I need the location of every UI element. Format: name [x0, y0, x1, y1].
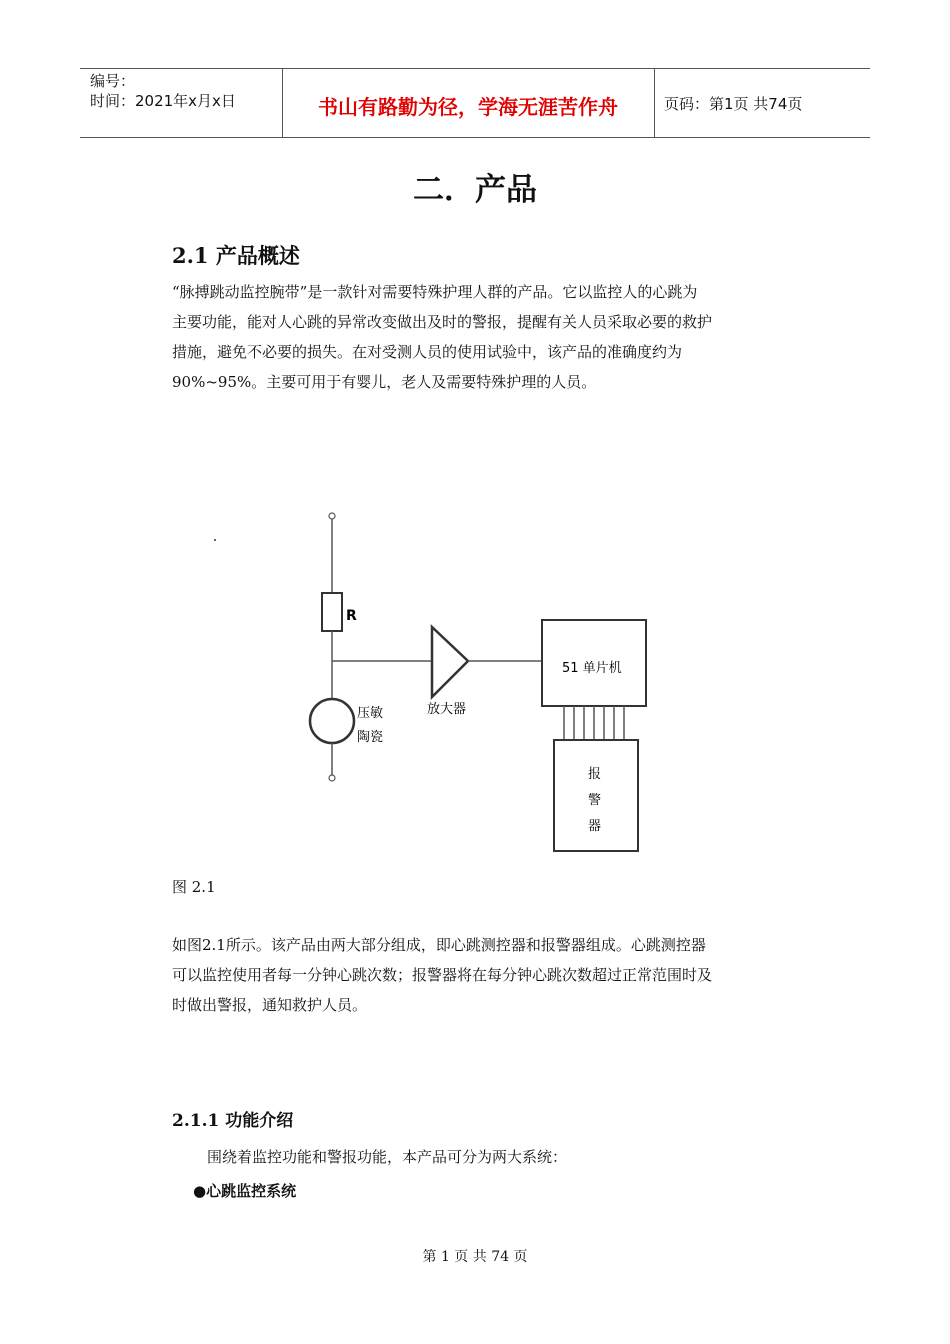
top-terminal	[329, 513, 335, 519]
header-meta	[90, 71, 236, 111]
alarm-label-char: 器	[588, 819, 602, 834]
page-title: 二．产品	[413, 172, 537, 208]
header-page-info: 页码：第1页 共74页	[664, 95, 803, 113]
header-number: 编号：	[90, 72, 136, 90]
header-time: 时间：2021年x月x日	[90, 92, 236, 110]
circuit-diagram	[200, 500, 660, 860]
paragraph-line: 时做出警报，通知救护人员。	[172, 996, 368, 1014]
function-intro-paragraph: 围绕着监控功能和警报功能，本产品可分为两大系统：	[207, 1148, 568, 1166]
section-heading-text: 2.1 产品概述	[172, 243, 300, 268]
resistor-label: R	[346, 608, 357, 624]
amplifier-label: 放大器	[427, 702, 467, 717]
header-divider	[654, 69, 655, 137]
bullet-item: ●心跳监控系统	[193, 1182, 297, 1200]
bottom-terminal	[329, 775, 335, 781]
resistor	[322, 593, 342, 631]
alarm-label-char: 警	[588, 793, 602, 808]
alarm-label-char: 报	[588, 767, 602, 782]
paragraph-line: 如图2.1所示。该产品由两大部分组成，即心跳测控器和报警器组成。心跳测控器	[172, 936, 706, 954]
header-motto: 书山有路勤为径，学海无涯苦作舟	[318, 95, 618, 119]
page-footer: 第 1 页 共 74 页	[422, 1249, 528, 1265]
subsection-heading: 2.1.1 功能介绍	[172, 1111, 294, 1131]
stray-dot	[214, 539, 216, 541]
overview-paragraph	[172, 277, 782, 397]
sensor-label-2: 陶瓷	[357, 730, 384, 745]
paragraph-line: 主要功能，能对人心跳的异常改变做出及时的警报，提醒有关人员采取必要的救护	[172, 313, 713, 331]
section-heading	[172, 240, 300, 270]
amplifier	[432, 627, 468, 697]
figure-caption: 图 2.1	[172, 878, 216, 896]
paragraph-line: 措施，避免不必要的损失。在对受测人员的使用试验中，该产品的准确度约为	[172, 343, 683, 361]
sensor-label-1: 压敏	[357, 706, 384, 721]
mcu-label: 51 单片机	[562, 661, 622, 676]
paragraph-line: “脉搏跳动监控腕带”是一款针对需要特殊护理人群的产品。它以监控人的心跳为	[172, 283, 698, 301]
piezo-sensor	[310, 699, 354, 743]
page-header	[80, 68, 870, 138]
paragraph-line: 可以监控使用者每一分钟心跳次数；报警器将在每分钟心跳次数超过正常范围时及	[172, 966, 713, 984]
figure-description-paragraph	[172, 930, 782, 1020]
paragraph-line: 90%~95%。主要可用于有婴儿，老人及需要特殊护理的人员。	[172, 373, 597, 391]
